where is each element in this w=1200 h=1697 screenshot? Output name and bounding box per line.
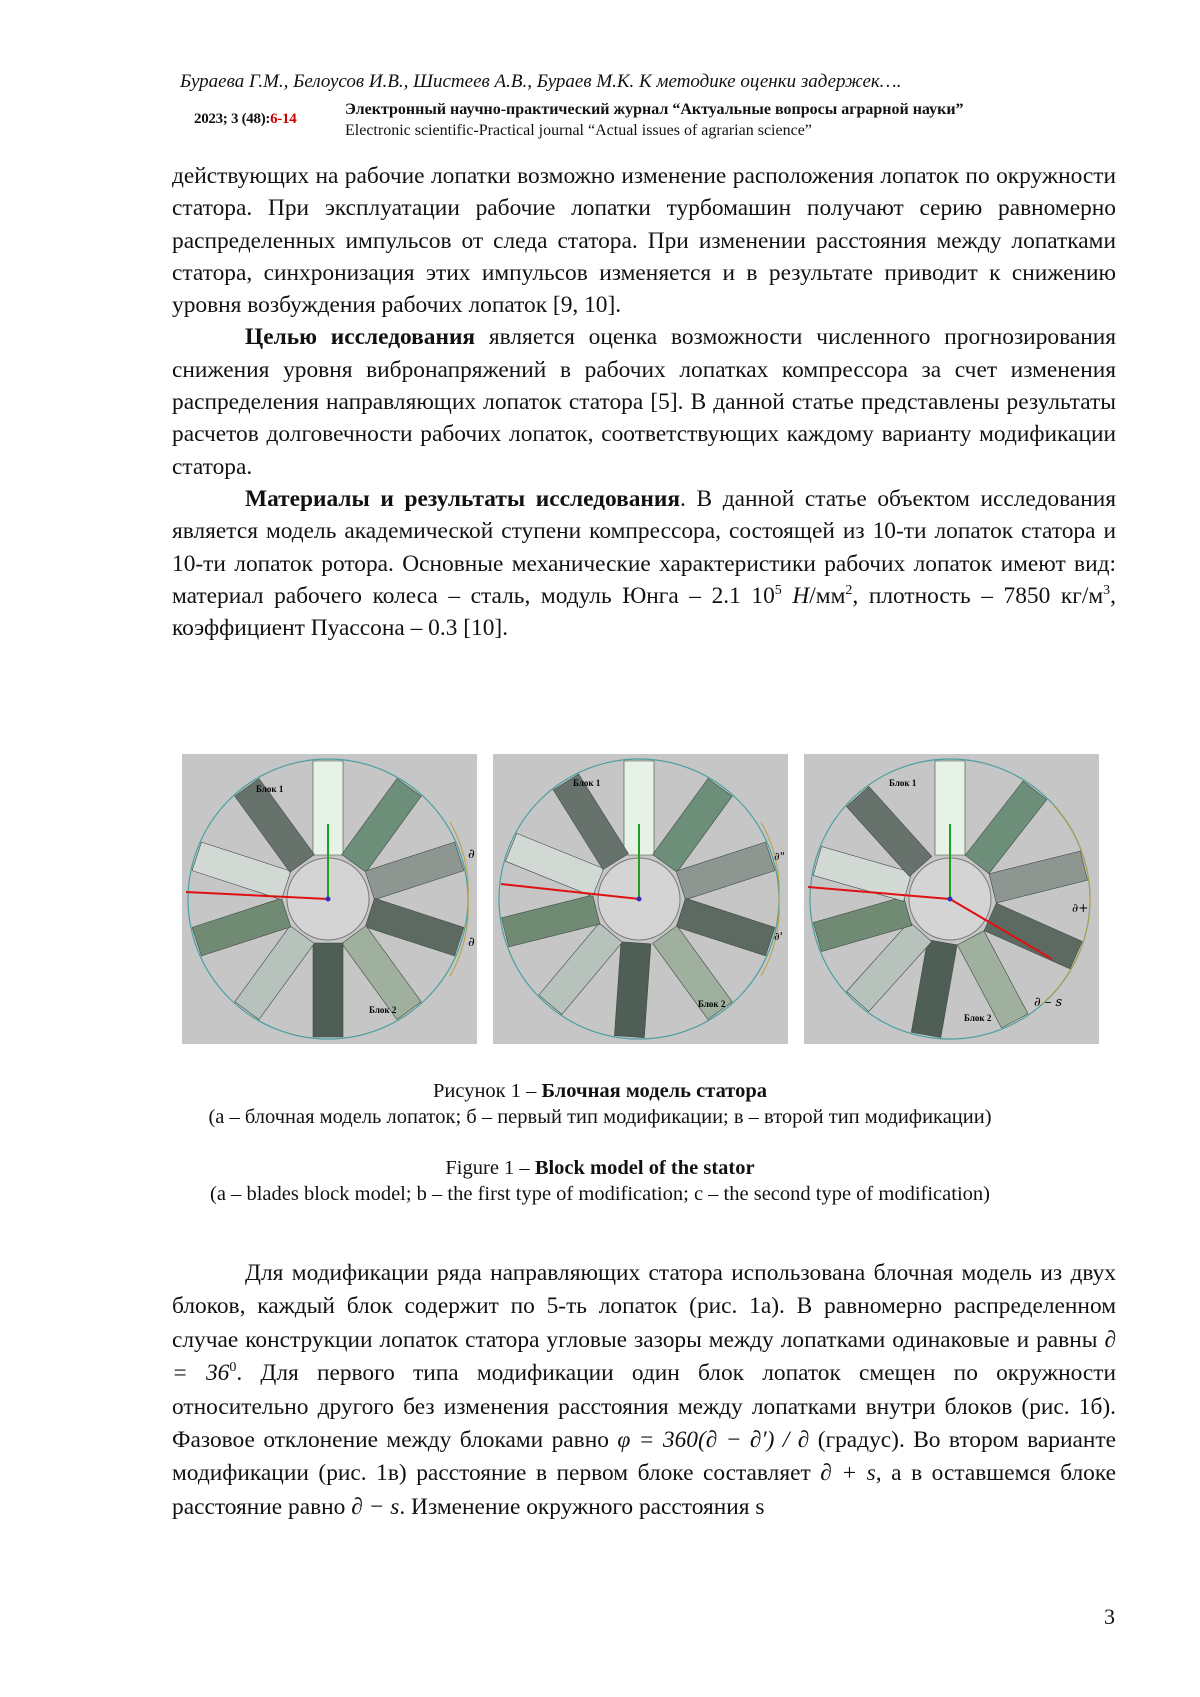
block-2-label: Блок 2 xyxy=(698,999,726,1009)
stator-model-c xyxy=(804,754,1099,1044)
paragraph-4-t3: (градус). Во втором варианте модификации (рис. 1в) расстояние в первом блоке составляет xyxy=(172,1427,1116,1487)
stator-model-b xyxy=(493,754,788,1044)
paragraph-4-t4: , а в оставшемся блоке расстояние равно xyxy=(172,1460,1116,1520)
center-point xyxy=(948,897,953,902)
paragraph-4-t2: . Для первого типа модификации один блок лопаток смещен по окружности относительно другого без изменения расстояния между лопатками внутри блоков (рис. 1б). Фазовое отклонение между блоками равно xyxy=(172,1360,1116,1454)
angle-label-2: ∂' xyxy=(774,930,783,943)
figure-1 xyxy=(182,754,1120,1044)
figure-caption-ru xyxy=(0,1078,1200,1104)
angle-label-1: ∂ xyxy=(468,847,475,862)
paragraph-4-t5: . Изменение окружного расстояния s xyxy=(399,1493,765,1520)
paragraph-3-lead: Материалы и результаты исследования xyxy=(245,485,681,512)
stator-blade xyxy=(965,781,1047,874)
figure-caption-ru-sub: (а – блочная модель лопаток; б – первый тип модификации; в – второй тип модификации) xyxy=(208,1106,992,1128)
paragraph-3-text-d: , коэффициент Пуассона – 0.3 [10]. xyxy=(172,582,1116,642)
block-2-label: Блок 2 xyxy=(369,1005,397,1015)
body-text-bottom xyxy=(172,1257,1116,1524)
paragraph-2 xyxy=(172,321,1116,482)
block-1-label: Блок 1 xyxy=(256,784,284,794)
formula-delta-36: ∂ = 36 xyxy=(172,1326,1116,1387)
journal-title-ru: Электронный научно-практический журнал “Актуальные вопросы аграрной науки” xyxy=(345,101,964,118)
angle-label-1: ∂" xyxy=(774,850,785,863)
formula-delta-plus-s: ∂ + s xyxy=(820,1460,876,1487)
figure-caption-en-title: Block model of the stator xyxy=(534,1157,755,1179)
center-point xyxy=(637,897,642,902)
figure-caption-en-sub: (a – blades block model; b – the first type of modification; c – the second type of modification) xyxy=(210,1183,990,1205)
angle-label-1: ∂+ xyxy=(1072,901,1089,915)
stator-blade xyxy=(502,895,600,947)
paragraph-3-sup-c: 3 xyxy=(1103,583,1111,599)
paragraph-3-sup-a: 5 xyxy=(774,583,782,599)
body-text-top xyxy=(172,160,1116,644)
paragraph-3-sup-b: 2 xyxy=(845,583,853,599)
issue-number: 2023; 3 (48): xyxy=(194,111,271,127)
journal-title-en: Electronic scientific-Practical journal “Actual issues of agrarian science” xyxy=(345,122,812,139)
paragraph-3-text-a: . В данной статье объектом исследования является модель академической ступени компрессора, состоящей из 10-ти лопаток статора и 10-ти лопаток ротора. Основные механические характеристики рабочих лопаток имеют вид: материал рабочего колеса – сталь, модуль Юнга – 2.1 10 xyxy=(172,485,1117,609)
paragraph-1: действующих на рабочие лопатки возможно изменение расположения лопаток по окружности статора. При эксплуатации рабочие лопатки турбомашин получают серию равномерно распределенных импульсов от следа статора. При изменении расстояния между лопатками статора, синхронизация этих импульсов изменяется и в результате приводит к снижению уровня возбуждения рабочих лопаток [9, 10]. xyxy=(172,163,1116,319)
unit-newton: Н xyxy=(792,582,810,609)
stator-blade xyxy=(989,851,1087,903)
figure-caption-ru-prefix: Рисунок 1 – xyxy=(433,1080,542,1102)
figure-1b xyxy=(493,754,788,1044)
block-1-label: Блок 1 xyxy=(573,778,601,788)
paragraph-4-t1: Для модификации ряда направляющих статора использована блочная модель из двух блоков, каждый блок содержит по 5-ть лопаток (рис. 1а). В равномерно распределенном случае конструкции лопаток статора угловые зазоры между лопатками одинаковые и равны xyxy=(172,1260,1116,1353)
running-header-authors: Бураева Г.М., Белоусов И.В., Шистеев А.В., Бураев М.К. К методике оценки задержек…. xyxy=(180,71,902,92)
paragraph-3 xyxy=(172,483,1116,644)
page-number: 3 xyxy=(1104,1604,1115,1629)
issue-pages: 6-14 xyxy=(270,111,297,127)
paragraph-2-lead: Целью исследования xyxy=(245,324,476,351)
center-point xyxy=(326,897,331,902)
figure-caption-ru-title: Блочная модель статора xyxy=(541,1080,767,1102)
paragraph-4 xyxy=(172,1257,1116,1524)
angle-label-2: ∂ – s xyxy=(1034,995,1063,1010)
stator-model-a xyxy=(182,754,477,1044)
formula-delta-36-sup: 0 xyxy=(229,1360,237,1376)
stator-blade xyxy=(539,923,622,1014)
block-1-label: Блок 1 xyxy=(889,778,917,788)
figure-1a xyxy=(182,754,477,1044)
block-2-label: Блок 2 xyxy=(964,1013,992,1023)
formula-phase: φ = 360(∂ − ∂′) / ∂ xyxy=(617,1427,810,1454)
figure-caption-en-prefix: Figure 1 – xyxy=(445,1157,535,1179)
paragraph-2-text: является оценка возможности численного прогнозирования снижения уровня вибронапряжений в рабочих лопатках компрессора за счет изменения распределения направляющих лопаток статора [5]. В данной статье представлены результаты расчетов долговечности рабочих лопаток, соответствующих каждому варианту модификации статора. xyxy=(172,324,1117,480)
stator-blade xyxy=(614,942,651,1038)
angle-label-2: ∂ xyxy=(468,935,475,950)
figure-caption-en xyxy=(0,1155,1200,1181)
issue-info xyxy=(194,111,296,128)
stator-blade xyxy=(313,943,343,1037)
formula-delta-minus-s: ∂ − s xyxy=(351,1493,400,1520)
paragraph-3-text-c: , плотность – 7850 кг/м xyxy=(852,582,1104,609)
paragraph-3-text-b: /мм xyxy=(809,582,846,609)
figure-1c xyxy=(804,754,1099,1044)
